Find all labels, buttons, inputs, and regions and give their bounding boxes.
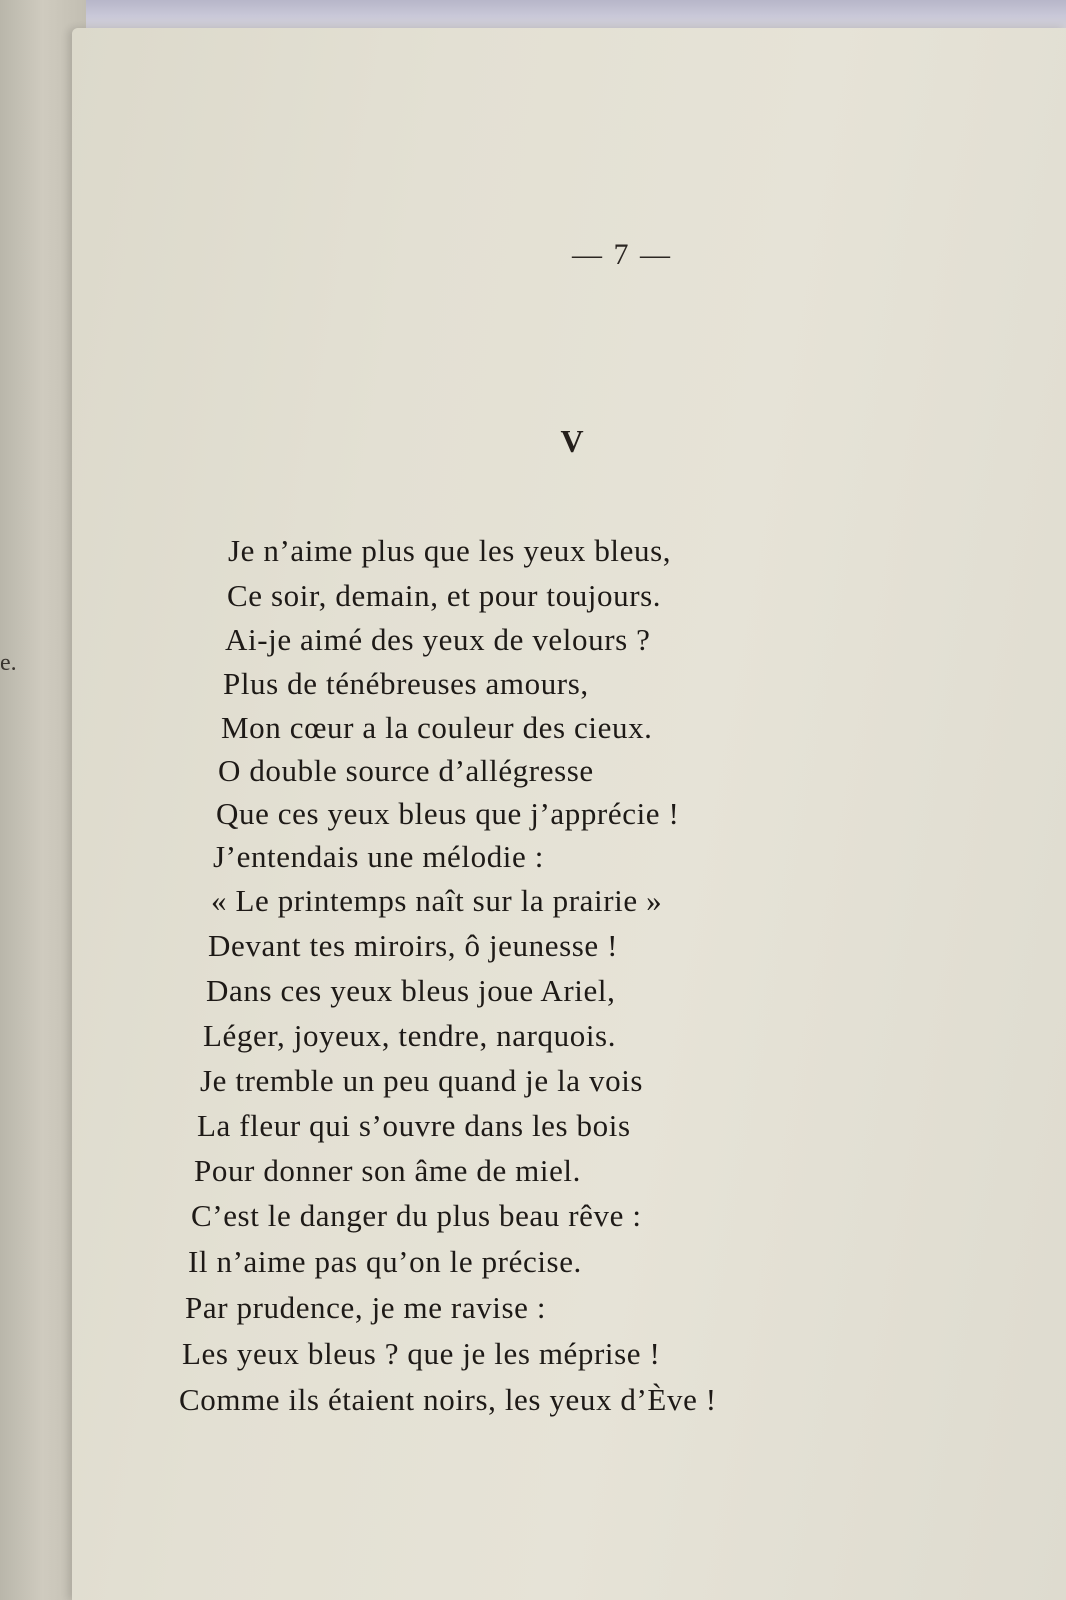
poem-line: Devant tes miroirs, ô jeunesse !: [208, 928, 619, 963]
section-numeral: V: [560, 423, 584, 459]
poem-line: Plus de ténébreuses amours,: [223, 666, 589, 701]
poem-line: Que ces yeux bleus que j’apprécie !: [216, 796, 680, 831]
poem-line: C’est le danger du plus beau rêve :: [191, 1198, 642, 1233]
poem-line: Il n’aime pas qu’on le précise.: [188, 1244, 582, 1279]
page-number: — 7 —: [572, 238, 672, 271]
poem-line: Comme ils étaient noirs, les yeux d’Ève !: [179, 1382, 717, 1417]
poem-line: J’entendais une mélodie :: [213, 839, 544, 874]
poem-line: Par prudence, je me ravise :: [185, 1290, 547, 1325]
book-page: [72, 28, 1066, 1600]
poem-line: « Le printemps naît sur la prairie »: [211, 883, 663, 918]
poem-line: O double source d’allégresse: [218, 753, 594, 788]
poem-line: Léger, joyeux, tendre, narquois.: [203, 1018, 617, 1053]
poem-line: Ce soir, demain, et pour toujours.: [227, 578, 662, 613]
poem-line: Je n’aime plus que les yeux bleus,: [228, 533, 672, 568]
poem-line: Dans ces yeux bleus joue Ariel,: [206, 973, 616, 1008]
poem-line: Pour donner son âme de miel.: [194, 1153, 581, 1188]
poem-line: Je tremble un peu quand je la vois: [200, 1063, 644, 1098]
poem-line: Les yeux bleus ? que je les méprise !: [182, 1336, 661, 1371]
facing-page-text: e.: [0, 650, 17, 676]
poem-line: La fleur qui s’ouvre dans les bois: [197, 1108, 631, 1143]
poem-line: Ai-je aimé des yeux de velours ?: [225, 622, 651, 657]
poem: [72, 28, 1066, 1600]
poem-line: Mon cœur a la couleur des cieux.: [221, 710, 653, 745]
